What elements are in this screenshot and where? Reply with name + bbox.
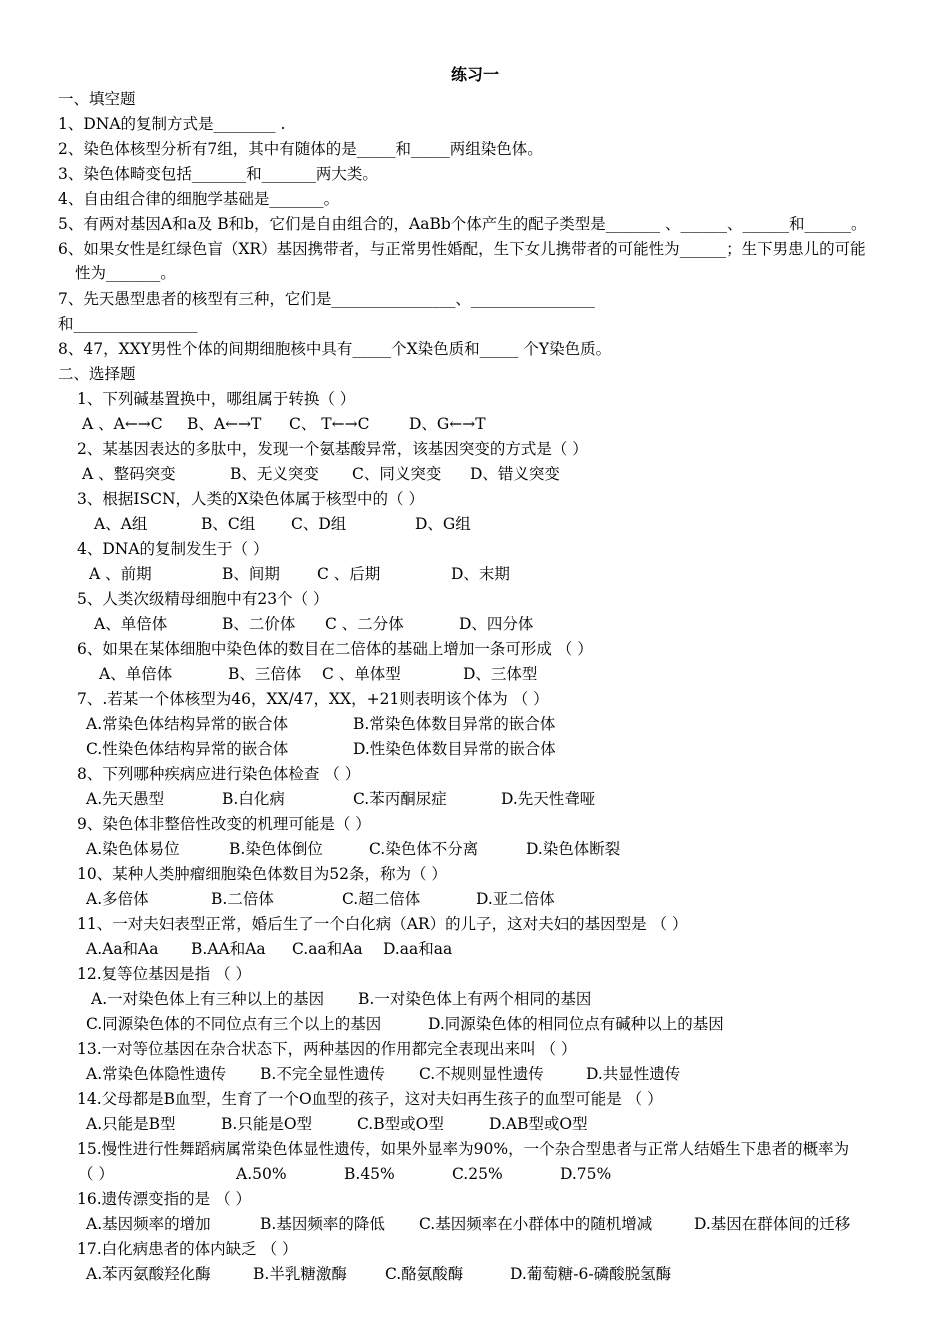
option: A.只能是B型 [86, 1115, 176, 1133]
fill-item-7: 7、先天愚型患者的核型有三种，它们是________________、________________ [58, 290, 595, 308]
option: A 、前期 [89, 565, 152, 583]
option: A、单倍体 [99, 665, 173, 683]
question-1: 1、下列碱基置换中，哪组属于转换（ ） [77, 390, 356, 408]
fill-item-3: 3、染色体畸变包括_______和_______两大类。 [58, 165, 378, 183]
option: B.不完全显性遗传 [260, 1065, 385, 1083]
option: C、 T←→C [289, 415, 370, 433]
question-11: 11、一对夫妇表型正常，婚后生了一个白化病（AR）的儿子，这对夫妇的基因型是 （ ） [77, 915, 688, 933]
question-5: 5、人类次级精母细胞中有23个（ ） [77, 590, 329, 608]
option: C.超二倍体 [342, 890, 421, 908]
option: B.45% [344, 1165, 395, 1183]
option: B、二价体 [222, 615, 296, 633]
fill-item-6-cont: 性为_______。 [75, 264, 176, 282]
option: B、三倍体 [228, 665, 302, 683]
question-4: 4、DNA的复制发生于（ ） [77, 540, 269, 558]
option: C.aa和Aa [292, 940, 363, 958]
option: B.AA和Aa [191, 940, 266, 958]
option: A.苯丙氨酸羟化酶 [86, 1265, 211, 1283]
option: B.只能是O型 [221, 1115, 313, 1133]
option: C、D组 [291, 515, 347, 533]
option: C 、单体型 [322, 665, 401, 683]
option: A.Aa和Aa [86, 940, 159, 958]
option: A 、整码突变 [82, 465, 176, 483]
question-15: 15.慢性进行性舞蹈病属常染色体显性遗传，如果外显率为90%，一个杂合型患者与正常人结婚生下患者的概率为 [77, 1140, 850, 1158]
option: D、末期 [451, 565, 510, 583]
option: C.基因频率在小群体中的随机增减 [419, 1215, 653, 1233]
option: D.亚二倍体 [476, 890, 555, 908]
option: D.染色体断裂 [526, 840, 621, 858]
option: C 、二分体 [325, 615, 404, 633]
fill-item-2: 2、染色体核型分析有7组，其中有随体的是_____和_____两组染色体。 [58, 140, 543, 158]
question-17: 17.白化病患者的体内缺乏 （ ） [77, 1240, 298, 1258]
option: A.常染色体隐性遗传 [86, 1065, 227, 1083]
option: C.苯丙酮尿症 [353, 790, 447, 808]
option: D.共显性遗传 [586, 1065, 681, 1083]
option: B.一对染色体上有两个相同的基因 [358, 990, 592, 1008]
option: B.半乳糖激酶 [253, 1265, 347, 1283]
option: C.25% [452, 1165, 503, 1183]
option: A.基因频率的增加 [86, 1215, 211, 1233]
option: D、G←→T [409, 415, 486, 433]
question-8: 8、下列哪种疾病应进行染色体检查 （ ） [77, 765, 361, 783]
question-14: 14.父母都是B血型，生育了一个O血型的孩子，这对夫妇再生孩子的血型可能是 （ ） [77, 1090, 663, 1108]
fill-item-1: 1、DNA的复制方式是________ . [58, 115, 286, 133]
option: D.aa和aa [383, 940, 453, 958]
question-9: 9、染色体非整倍性改变的机理可能是（ ） [77, 815, 371, 833]
fill-item-7-cont: 和________________ [58, 315, 198, 333]
question-6: 6、如果在某体细胞中染色体的数目在二倍体的基础上增加一条可形成 （ ） [77, 640, 593, 658]
option: D.性染色体数目异常的嵌合体 [353, 740, 556, 758]
section-heading-fill-in: 一、填空题 [58, 90, 136, 108]
option: D、三体型 [463, 665, 538, 683]
option: C.B型或O型 [357, 1115, 444, 1133]
option: D.75% [560, 1165, 612, 1183]
option: A.常染色体结构异常的嵌合体 [86, 715, 289, 733]
option: A、单倍体 [94, 615, 168, 633]
option: C.酪氨酸酶 [385, 1265, 464, 1283]
option: D、错义突变 [470, 465, 560, 483]
question-2: 2、某基因表达的多肽中，发现一个氨基酸异常，该基因突变的方式是（ ） [77, 440, 588, 458]
option: B.染色体倒位 [229, 840, 323, 858]
option: C.不规则显性遗传 [419, 1065, 544, 1083]
option: C.同源染色体的不同位点有三个以上的基因 [86, 1015, 382, 1033]
option: B、无义突变 [230, 465, 319, 483]
question-7: 7、.若某一个体核型为46，XX/47，XX，+21则表明该个体为 （ ） [77, 690, 549, 708]
option: A.50% [236, 1165, 287, 1183]
option: C、同义突变 [352, 465, 442, 483]
option: A、A组 [94, 515, 148, 533]
section-heading-choice: 二、选择题 [58, 365, 136, 383]
option: A 、A←→C [82, 415, 163, 433]
option: C.染色体不分离 [369, 840, 479, 858]
question-10: 10、某种人类肿瘤细胞染色体数目为52条，称为（ ） [77, 865, 447, 883]
option: D.同源染色体的相同位点有碱种以上的基因 [428, 1015, 724, 1033]
option: A.一对染色体上有三种以上的基因 [91, 990, 325, 1008]
option: C 、后期 [317, 565, 381, 583]
option: B.白化病 [222, 790, 285, 808]
option: B.常染色体数目异常的嵌合体 [353, 715, 556, 733]
option: D.葡萄糖-6-磷酸脱氢酶 [510, 1265, 672, 1283]
option: C.性染色体结构异常的嵌合体 [86, 740, 289, 758]
fill-item-4: 4、自由组合律的细胞学基础是_______。 [58, 190, 340, 208]
option: A.先天愚型 [86, 790, 165, 808]
option: D.先天性聋哑 [501, 790, 596, 808]
question-3: 3、根据ISCN，人类的X染色体属于核型中的（ ） [77, 490, 424, 508]
fill-item-5: 5、有两对基因A和a及 B和b，它们是自由组合的，AaBb个体产生的配子类型是_______ 、______、______和______。 [58, 215, 867, 233]
question-16: 16.遗传漂变指的是 （ ） [77, 1190, 252, 1208]
option: D.AB型或O型 [489, 1115, 588, 1133]
option: D、G组 [415, 515, 471, 533]
question-12: 12.复等位基因是指 （ ） [77, 965, 252, 983]
page-title: 练习一 [450, 65, 499, 84]
option: A.多倍体 [86, 890, 149, 908]
option: B、间期 [222, 565, 280, 583]
option: D.基因在群体间的迁移 [694, 1215, 851, 1233]
question-13: 13.一对等位基因在杂合状态下，两种基因的作用都完全表现出来叫 （ ） [77, 1040, 577, 1058]
fill-item-8: 8、47，XXY男性个体的间期细胞核中具有_____个X染色质和_____ 个Y染色质。 [58, 340, 612, 358]
option: B、C组 [201, 515, 256, 533]
option: （ ） [78, 1165, 114, 1183]
fill-item-6: 6、如果女性是红绿色盲（XR）基因携带者，与正常男性婚配，生下女儿携带者的可能性为______；生下男患儿的可能 [58, 240, 866, 258]
option: B.基因频率的降低 [260, 1215, 385, 1233]
option: B、A←→T [187, 415, 262, 433]
option: B.二倍体 [211, 890, 274, 908]
option: A.染色体易位 [86, 840, 180, 858]
option: D、四分体 [459, 615, 534, 633]
